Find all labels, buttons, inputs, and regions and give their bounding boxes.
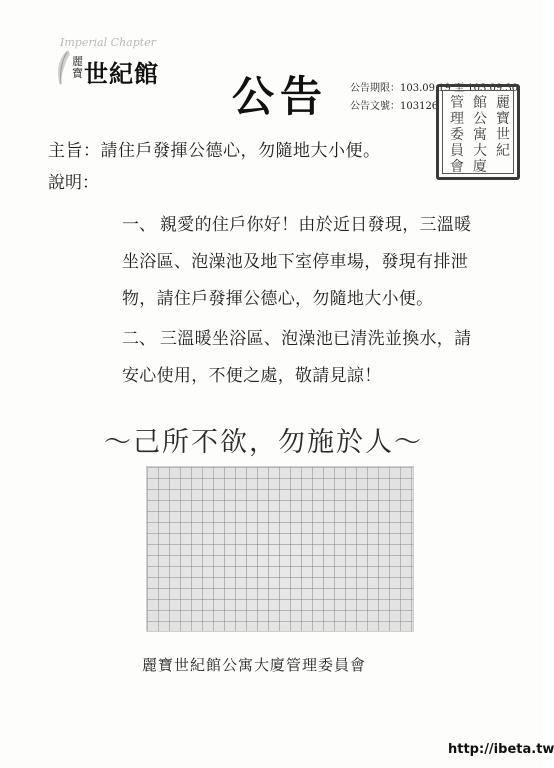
item-1-line-1: 親愛的住戶你好！由於近日發現，三溫暖 <box>160 215 472 235</box>
seal-column-2: 館 公 寓 大 廈 <box>473 95 487 175</box>
seal-column-3: 管 理 委 員 會 <box>450 95 464 175</box>
item-2-line-2: 安心使用，不便之處，敬請見諒！ <box>122 366 382 386</box>
slogan: ～己所不欲，勿施於人～ <box>104 427 423 458</box>
item-1-line-2: 坐浴區、泡澡池及地下室停車場，發現有排泄 <box>122 252 468 272</box>
site-watermark: http://ibeta.tw <box>448 742 554 757</box>
explain-label: 說明： <box>48 173 99 193</box>
item-2-line-1: 三溫暖坐浴區、泡澡池已清洗並換水，請 <box>160 329 472 349</box>
committee-seal-stamp <box>436 84 520 180</box>
logo-big-text: 世紀館 <box>84 59 159 88</box>
notice-subject: 主旨：請住戶發揮公德心，勿隨地大小便。 <box>48 141 381 161</box>
feather-logo-icon <box>54 48 72 88</box>
tile-photo-shading <box>147 467 413 631</box>
notice-period: 公告期限：103.09.19 至 103.09.30 <box>350 83 519 94</box>
item-number-1: 一、 <box>122 215 156 235</box>
notice-title: 公告 <box>232 72 329 121</box>
item-number-2: 二、 <box>122 329 156 349</box>
tile-floor-photo <box>146 466 414 632</box>
committee-signature: 麗寶世紀館公寓大廈管理委員會 <box>142 656 367 674</box>
seal-column-1: 麗 寶 世 紀 <box>496 95 510 159</box>
notice-doc-number: 公告文號：103126 <box>350 101 439 112</box>
item-1-line-3: 物，請住戶發揮公德心，勿隨地大小便。 <box>122 289 434 309</box>
logo-script-text: Imperial Chapter <box>60 36 156 49</box>
logo-small-text: 麗寶 <box>72 55 83 80</box>
building-logo <box>54 36 194 94</box>
